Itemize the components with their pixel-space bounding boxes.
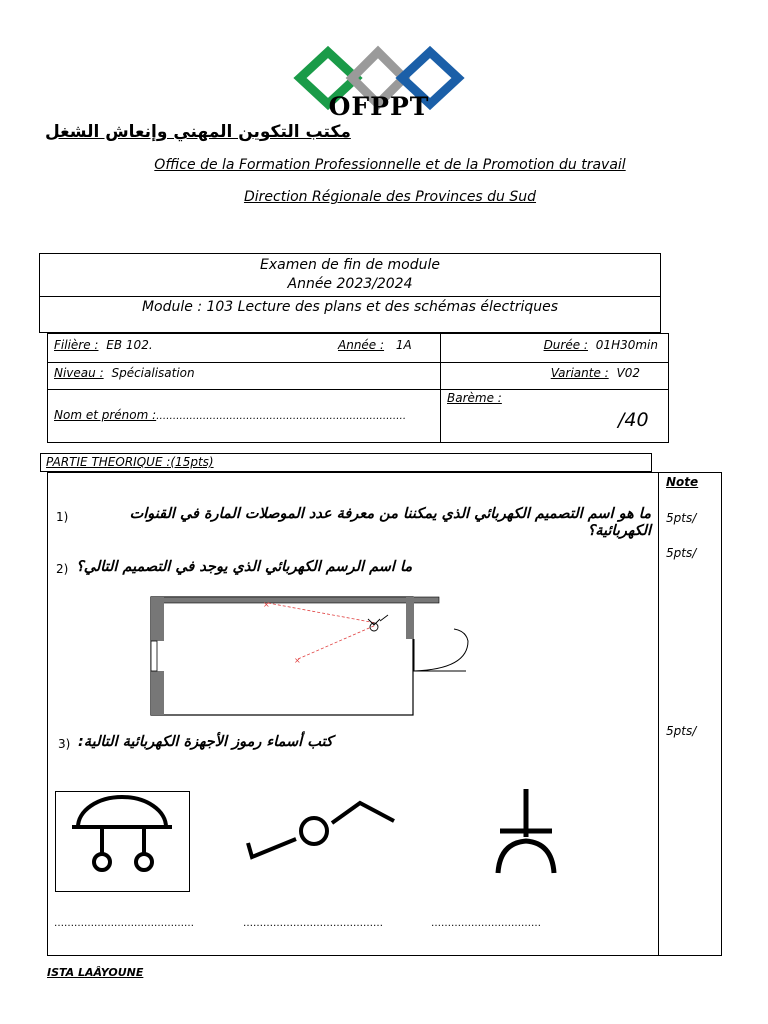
bareme-label: Barème : (447, 391, 502, 405)
symbol-double-socket (55, 791, 190, 892)
duree-label: Durée : (543, 338, 588, 352)
footer-ista: ISTA LAÂYOUNE (47, 966, 144, 979)
symbol-socket-earth-icon (486, 787, 566, 877)
nom-label: Nom et prénom : (54, 408, 157, 422)
question-1-number: 1) (56, 510, 69, 524)
annee-field (338, 338, 412, 352)
niveau-field (54, 366, 195, 380)
niveau-label: Niveau : (54, 366, 104, 380)
duree-field (544, 338, 658, 352)
answer-line-2[interactable]: …………………………………… (243, 918, 383, 929)
ofppt-logo (270, 40, 490, 122)
question-2-text: ما اسم الرسم الكهربائي الذي يوجد في التصميم التالي؟ (76, 559, 413, 575)
exam-divider (40, 296, 660, 297)
duree-value: 01H30min (595, 338, 658, 352)
symbol-switch-icon (244, 795, 404, 865)
bareme-value: /40 (618, 409, 649, 431)
nom-field[interactable] (54, 408, 406, 422)
info-col-divider (440, 334, 441, 442)
note-header: Note (666, 475, 699, 489)
filiere-field (54, 338, 153, 352)
info-row-divider-1 (48, 362, 668, 363)
info-row-divider-2 (48, 389, 668, 390)
niveau-value: Spécialisation (111, 366, 195, 380)
question-3-text: كتب أسماء رموز الأجهزة الكهربائية التالية: (78, 734, 333, 750)
variante-field (551, 366, 640, 380)
direction-title: Direction Régionale des Provinces du Sud (243, 189, 537, 205)
svg-text:×: × (263, 600, 270, 609)
filiere-label: Filière : (54, 338, 99, 352)
note-q3: 5pts/ (666, 724, 697, 738)
questions-area (47, 472, 722, 956)
filiere-value: EB 102. (106, 338, 153, 352)
note-col-divider (658, 473, 659, 955)
arabic-institution-title: مكتب التكوين المهني وإنعاش الشغل (45, 122, 351, 142)
nom-dots: ………………………………………………………………… (156, 411, 407, 422)
question-3-number: 3) (58, 737, 71, 751)
answer-line-1[interactable]: …………………………………… (54, 918, 194, 929)
svg-text:×: × (294, 656, 301, 665)
office-title: Office de la Formation Professionnelle et de la Promotion du travail (154, 157, 626, 173)
exam-module: Module : 103 Lecture des plans et des schémas électriques (141, 299, 559, 315)
exam-title: Examen de fin de module (259, 257, 441, 273)
variante-label: Variante : (550, 366, 609, 380)
annee-label: Année : (338, 338, 385, 352)
annee-value: 1A (395, 338, 412, 352)
answer-line-3[interactable]: …………………………… (431, 918, 541, 929)
partie-theorique-text: PARTIE THEORIQUE :(15pts) (46, 455, 214, 469)
exam-year: Année 2023/2024 (287, 276, 413, 292)
exam-title-box (39, 253, 661, 333)
note-q2: 5pts/ (666, 546, 697, 560)
question-2-number: 2) (56, 562, 69, 576)
info-table (47, 333, 669, 443)
partie-theorique-title (40, 453, 652, 472)
logo-text: OFPPT (328, 92, 430, 121)
double-socket-icon (56, 792, 188, 890)
question-1-text: ما هو اسم التصميم الكهربائي الذي يمكننا من معرفة عدد الموصلات المارة في القنوات الكهربائية؟ (129, 506, 651, 539)
variante-value: V02 (616, 366, 640, 380)
note-q1: 5pts/ (666, 511, 697, 525)
floor-plan-drawing (148, 591, 483, 721)
